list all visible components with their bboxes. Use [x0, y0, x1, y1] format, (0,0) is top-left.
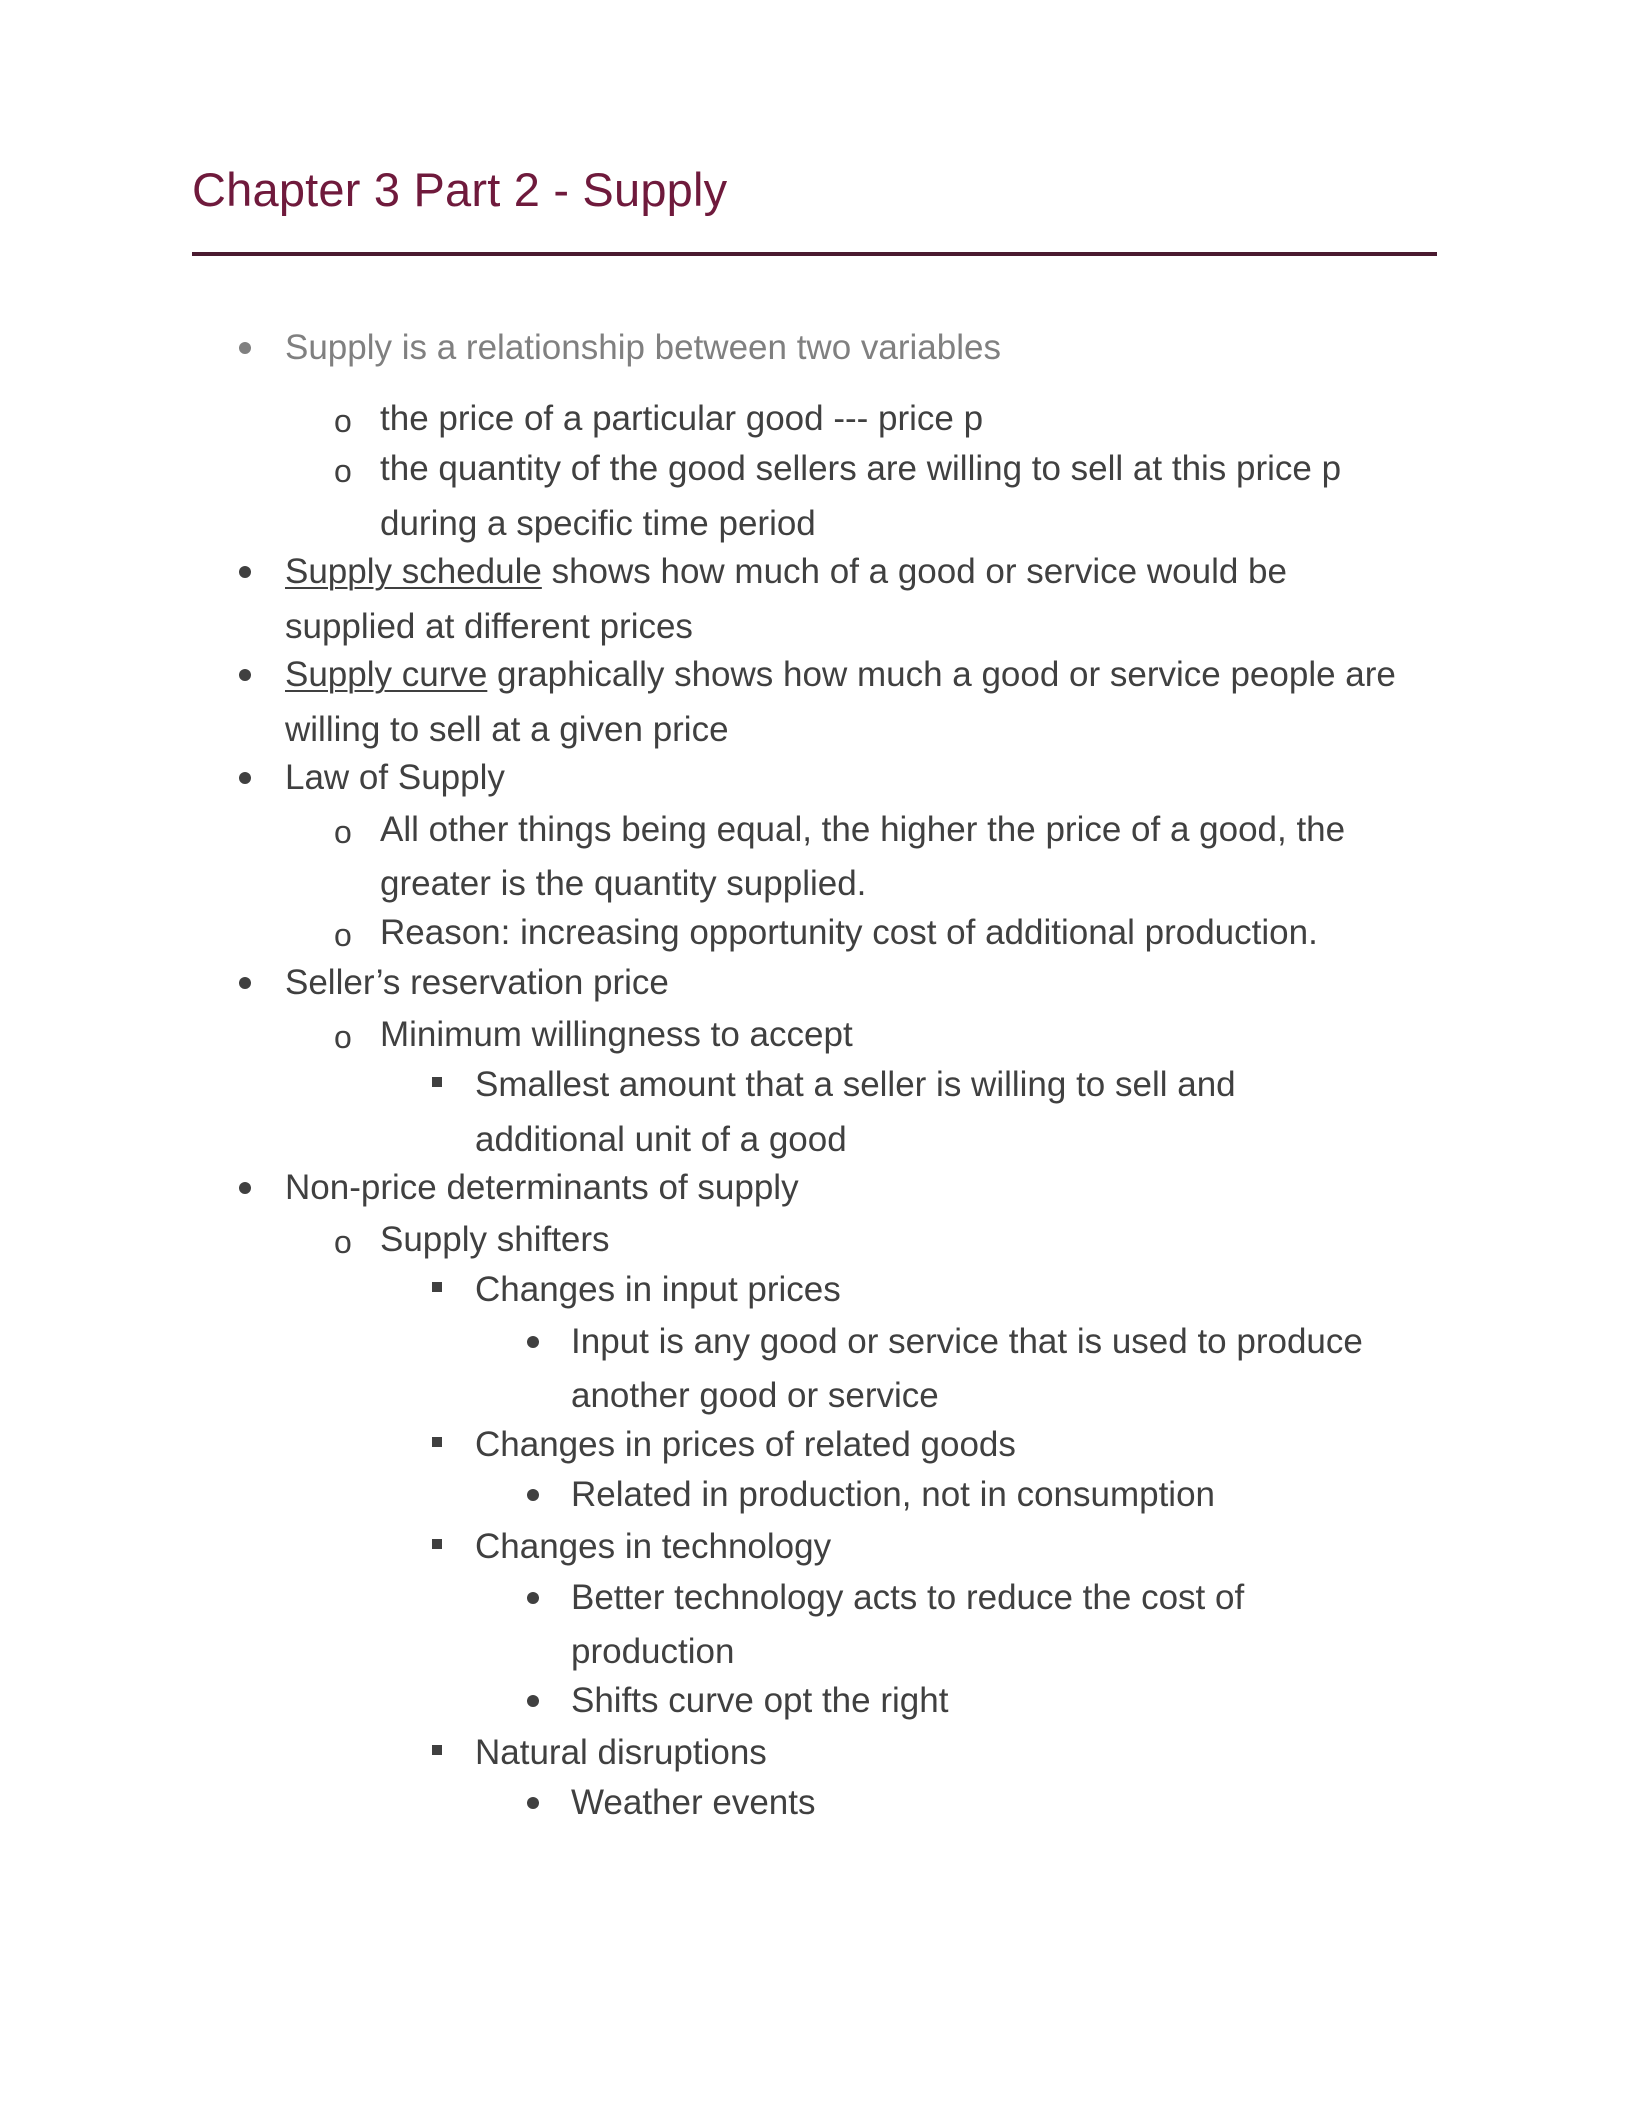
list-item-supply-curve-cont: willing to sell at a given price: [285, 710, 729, 749]
bullet-disc: [527, 1489, 539, 1501]
list-item-law-reason: Reason: increasing opportunity cost of additional production.: [380, 913, 1318, 952]
bullet-disc: [527, 1797, 539, 1809]
list-item-smallest-amount-cont: additional unit of a good: [475, 1120, 847, 1159]
list-item-input-prices: Changes in input prices: [475, 1270, 841, 1309]
list-item-law-of-supply: Law of Supply: [285, 758, 505, 797]
bullet-square: [432, 1539, 442, 1549]
term-supply-schedule: Supply schedule: [285, 552, 542, 591]
bullet-disc: [527, 1695, 539, 1707]
bullet-disc: [239, 1182, 251, 1194]
list-item-tech-detail-cont: production: [571, 1632, 735, 1671]
list-item-supply-relationship: Supply is a relationship between two variables: [285, 328, 1001, 367]
list-item-reservation-price: Seller’s reservation price: [285, 963, 669, 1002]
bullet-disc: [239, 977, 251, 989]
bullet-disc: [527, 1592, 539, 1604]
bullet-disc: [239, 772, 251, 784]
document-title: Chapter 3 Part 2 - Supply: [192, 163, 728, 216]
bullet-disc: [239, 342, 251, 354]
bullet-disc: [239, 566, 251, 578]
list-item-min-willingness: Minimum willingness to accept: [380, 1015, 853, 1054]
list-item-input-def: Input is any good or service that is used to produce: [571, 1322, 1363, 1361]
list-item-quantity-variable: the quantity of the good sellers are willing to sell at this price p: [380, 449, 1342, 488]
bullet-disc: [527, 1336, 539, 1348]
bullet-circle: o: [334, 1224, 352, 1260]
list-item-input-def-cont: another good or service: [571, 1376, 939, 1415]
list-item-tech-detail: Better technology acts to reduce the cost of: [571, 1578, 1245, 1617]
supply-curve-definition: graphically shows how much a good or service people are: [487, 655, 1396, 694]
bullet-square: [432, 1282, 442, 1292]
list-item-non-price: Non-price determinants of supply: [285, 1168, 799, 1207]
bullet-circle: o: [334, 917, 352, 953]
list-item-shifters: Supply shifters: [380, 1220, 610, 1259]
list-item-supply-curve: [285, 653, 1396, 697]
list-item-supply-schedule-cont: supplied at different prices: [285, 607, 693, 646]
bullet-circle: o: [334, 814, 352, 850]
bullet-square: [432, 1077, 442, 1087]
list-item-related-detail: Related in production, not in consumption: [571, 1475, 1216, 1514]
list-item-supply-schedule: [285, 550, 1287, 594]
list-item-quantity-variable-cont: during a specific time period: [380, 504, 816, 543]
bullet-circle: o: [334, 403, 352, 439]
bullet-square: [432, 1745, 442, 1755]
term-supply-curve: Supply curve: [285, 655, 488, 694]
list-item-natural: Natural disruptions: [475, 1733, 767, 1772]
list-item-law-detail: All other things being equal, the higher the price of a good, the: [380, 810, 1346, 849]
bullet-circle: o: [334, 1019, 352, 1055]
supply-schedule-definition: shows how much of a good or service would be: [541, 552, 1287, 591]
list-item-tech-shift: Shifts curve opt the right: [571, 1681, 949, 1720]
list-item-smallest-amount: Smallest amount that a seller is willing to sell and: [475, 1065, 1236, 1104]
title-divider: [192, 252, 1437, 256]
bullet-disc: [239, 669, 251, 681]
list-item-weather: Weather events: [571, 1783, 816, 1822]
bullet-square: [432, 1437, 442, 1447]
list-item-technology: Changes in technology: [475, 1527, 832, 1566]
list-item-related-goods: Changes in prices of related goods: [475, 1425, 1016, 1464]
bullet-circle: o: [334, 453, 352, 489]
list-item-law-detail-cont: greater is the quantity supplied.: [380, 864, 867, 903]
list-item-price-variable: the price of a particular good --- price p: [380, 399, 984, 438]
